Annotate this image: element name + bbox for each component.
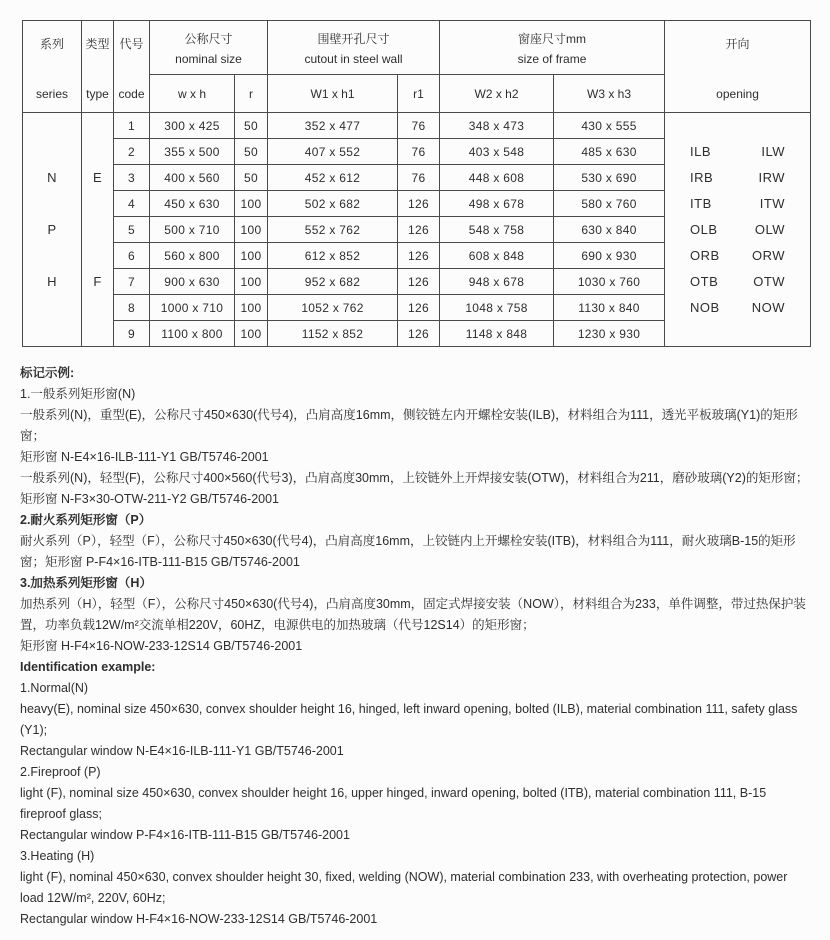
spec-table — [22, 20, 811, 347]
note-line-zh: 矩形窗 N-F3×30-OTW-211-Y2 GB/T5746-2001 — [20, 492, 280, 506]
cell-frame-w2h2: 498 x 678 — [440, 191, 554, 217]
type-label: F — [93, 273, 102, 289]
header-opening — [665, 21, 811, 113]
subheader-r: r — [235, 75, 268, 113]
note-line-zh: 2.耐火系列矩形窗（P） — [20, 513, 152, 527]
note-line-zh: 矩形窗 N-E4×16-ILB-111-Y1 GB/T5746-2001 — [20, 450, 269, 464]
cell-cutout-w1h1: 952 x 682 — [268, 269, 398, 295]
type-cell — [82, 113, 114, 347]
subheader-w2h2: W2 x h2 — [440, 75, 554, 113]
cell-nominal-r: 100 — [235, 191, 268, 217]
header-series-zh: 系列 — [39, 37, 64, 51]
cell-frame-w2h2: 348 x 473 — [440, 113, 554, 139]
opening-pair — [665, 217, 810, 243]
cell-frame-w2h2: 1148 x 848 — [440, 321, 554, 347]
note-line-en: 1.Normal(N) — [20, 681, 89, 695]
series-cell — [23, 113, 82, 347]
header-series — [23, 21, 82, 113]
opening-code: IRB — [690, 169, 714, 185]
opening-code: ITB — [690, 195, 712, 211]
cell-cutout-w1h1: 1152 x 852 — [268, 321, 398, 347]
header-code — [114, 21, 150, 113]
cell-nominal-wh: 400 x 560 — [150, 165, 235, 191]
header-type — [82, 21, 114, 113]
cell-code: 8 — [114, 295, 150, 321]
opening-pair — [665, 139, 810, 165]
cell-nominal-r: 50 — [235, 165, 268, 191]
cell-nominal-r: 100 — [235, 321, 268, 347]
opening-cell — [665, 113, 811, 347]
note-line-en: heavy(E), nominal size 450×630, convex shoulder height 16, hinged, left inward opening, bolted (ILB), material combination 111, safety glass (Y1); — [20, 702, 798, 737]
cell-cutout-r1: 126 — [398, 243, 440, 269]
cell-code: 2 — [114, 139, 150, 165]
cell-frame-w3h3: 530 x 690 — [554, 165, 665, 191]
cell-code: 7 — [114, 269, 150, 295]
cell-frame-w2h2: 948 x 678 — [440, 269, 554, 295]
cell-cutout-w1h1: 552 x 762 — [268, 217, 398, 243]
cell-frame-w2h2: 1048 x 758 — [440, 295, 554, 321]
cell-frame-w2h2: 548 x 758 — [440, 217, 554, 243]
notes-en-title: Identification example: — [20, 660, 156, 674]
note-line-en: light (F), nominal size 450×630, convex shoulder height 16, upper hinged, inward opening, bolted (ITB), material combination 111, B-15 fireproof glass; — [20, 786, 767, 821]
cell-frame-w2h2: 448 x 608 — [440, 165, 554, 191]
note-line-en: 2.Fireproof (P) — [20, 765, 101, 779]
note-line-zh: 3.加热系列矩形窗（H） — [20, 576, 152, 590]
cell-nominal-r: 100 — [235, 295, 268, 321]
subheader-w3h3: W3 x h3 — [554, 75, 665, 113]
header-cutout-en: cutout in steel wall — [304, 51, 403, 66]
cell-cutout-r1: 76 — [398, 113, 440, 139]
type-label: E — [93, 169, 102, 185]
header-cutout — [268, 21, 440, 75]
header-cutout-zh: 围壁开孔尺寸 — [317, 31, 390, 46]
header-nominal-zh: 公称尺寸 — [184, 31, 233, 46]
cell-nominal-r: 100 — [235, 243, 268, 269]
opening-code: OTW — [753, 273, 786, 289]
cell-nominal-wh: 560 x 800 — [150, 243, 235, 269]
header-code-en: code — [118, 87, 145, 101]
cell-code: 3 — [114, 165, 150, 191]
cell-cutout-w1h1: 502 x 682 — [268, 191, 398, 217]
opening-pair — [665, 269, 810, 295]
cell-nominal-wh: 300 x 425 — [150, 113, 235, 139]
opening-pair — [665, 191, 810, 217]
cell-frame-w3h3: 1030 x 760 — [554, 269, 665, 295]
cell-cutout-r1: 76 — [398, 139, 440, 165]
cell-cutout-w1h1: 1052 x 762 — [268, 295, 398, 321]
cell-nominal-r: 50 — [235, 113, 268, 139]
cell-cutout-w1h1: 352 x 477 — [268, 113, 398, 139]
notes-zh-title: 标记示例: — [20, 366, 75, 380]
cell-cutout-w1h1: 407 x 552 — [268, 139, 398, 165]
cell-nominal-wh: 500 x 710 — [150, 217, 235, 243]
cell-nominal-wh: 1000 x 710 — [150, 295, 235, 321]
opening-pair — [665, 243, 810, 269]
note-line-zh: 加热系列（H），轻型（F），公称尺寸450×630(代号4)，凸肩高度30mm，固定式焊接安装（NOW），材料组合为233，单件调整，带过热保护装置，功率负载12W/m²交流单相220V，60HZ，电源供电的加热玻璃（代号12S14）的矩形窗； — [20, 597, 806, 632]
cell-frame-w3h3: 630 x 840 — [554, 217, 665, 243]
cell-cutout-w1h1: 612 x 852 — [268, 243, 398, 269]
cell-cutout-r1: 126 — [398, 269, 440, 295]
cell-nominal-r: 100 — [235, 269, 268, 295]
opening-code: ORB — [690, 247, 720, 263]
cell-code: 5 — [114, 217, 150, 243]
cell-cutout-r1: 126 — [398, 217, 440, 243]
cell-nominal-wh: 450 x 630 — [150, 191, 235, 217]
header-series-en: series — [35, 87, 68, 101]
cell-cutout-w1h1: 452 x 612 — [268, 165, 398, 191]
note-line-zh: 矩形窗 H-F4×16-NOW-233-12S14 GB/T5746-2001 — [20, 639, 303, 653]
series-label: P — [47, 221, 57, 237]
cell-nominal-r: 100 — [235, 217, 268, 243]
subheader-r1: r1 — [398, 75, 440, 113]
series-label: N — [47, 169, 57, 185]
opening-code: NOW — [751, 299, 786, 315]
opening-code: ILB — [690, 143, 712, 159]
cell-frame-w3h3: 690 x 930 — [554, 243, 665, 269]
subheader-w1h1: W1 x h1 — [268, 75, 398, 113]
cell-cutout-r1: 126 — [398, 191, 440, 217]
cell-frame-w3h3: 430 x 555 — [554, 113, 665, 139]
opening-code: ORW — [751, 247, 786, 263]
header-frame-zh: 窗座尺寸mm — [518, 31, 587, 46]
opening-pair — [665, 165, 810, 191]
cell-frame-w3h3: 1230 x 930 — [554, 321, 665, 347]
cell-code: 1 — [114, 113, 150, 139]
series-label: H — [47, 273, 57, 289]
note-line-zh: 耐火系列（P），轻型（F），公称尺寸450×630(代号4)，凸肩高度16mm，上铰链内上开螺栓安装(ITB)，材料组合为111，耐火玻璃B-15的矩形窗；矩形窗 P-F4×16-ITB-111-B15 GB/T5746-2001 — [20, 534, 796, 569]
note-line-en: Rectangular window H-F4×16-NOW-233-12S14 GB/T5746-2001 — [20, 912, 378, 926]
note-line-en: Rectangular window N-E4×16-ILB-111-Y1 GB/T5746-2001 — [20, 744, 344, 758]
cell-nominal-wh: 355 x 500 — [150, 139, 235, 165]
header-opening-zh: 开向 — [725, 37, 750, 51]
cell-code: 6 — [114, 243, 150, 269]
header-frame-size — [440, 21, 665, 75]
opening-code: ITW — [759, 195, 786, 211]
cell-code: 4 — [114, 191, 150, 217]
notes-section — [20, 363, 814, 930]
cell-nominal-wh: 900 x 630 — [150, 269, 235, 295]
cell-frame-w3h3: 580 x 760 — [554, 191, 665, 217]
opening-code: OTB — [690, 273, 719, 289]
note-line-zh: 一般系列(N)，重型(E)，公称尺寸450×630(代号4)，凸肩高度16mm，侧铰链左内开螺栓安装(ILB)，材料组合为111，透光平板玻璃(Y1)的矩形窗； — [20, 408, 798, 443]
opening-code: OLW — [754, 221, 786, 237]
opening-code: OLB — [690, 221, 718, 237]
cell-cutout-r1: 126 — [398, 295, 440, 321]
note-line-zh: 一般系列(N)，轻型(F)，公称尺寸400×560(代号3)，凸肩高度30mm，上铰链外上开焊接安装(OTW)，材料组合为211，磨砂玻璃(Y2)的矩形窗； — [20, 471, 809, 485]
header-nominal-size — [150, 21, 268, 75]
subheader-wh: w x h — [150, 75, 235, 113]
note-line-en: 3.Heating (H) — [20, 849, 95, 863]
cell-nominal-wh: 1100 x 800 — [150, 321, 235, 347]
cell-cutout-r1: 76 — [398, 165, 440, 191]
header-opening-en: opening — [716, 87, 759, 101]
header-code-zh: 代号 — [119, 37, 144, 51]
cell-nominal-r: 50 — [235, 139, 268, 165]
header-frame-en: size of frame — [517, 51, 587, 66]
note-line-zh: 1.一般系列矩形窗(N) — [20, 387, 136, 401]
header-type-en: type — [86, 87, 109, 101]
opening-code: NOB — [690, 299, 720, 315]
note-line-en: light (F), nominal 450×630, convex shoulder height 30, fixed, welding (NOW), material combination 233, with overheating protection, power load 12W/m², 220V, 60Hz; — [20, 870, 788, 905]
cell-frame-w2h2: 403 x 548 — [440, 139, 554, 165]
cell-cutout-r1: 126 — [398, 321, 440, 347]
cell-frame-w2h2: 608 x 848 — [440, 243, 554, 269]
header-nominal-en: nominal size — [175, 51, 242, 66]
header-type-zh: 类型 — [85, 37, 110, 51]
note-line-en: Rectangular window P-F4×16-ITB-111-B15 GB/T5746-2001 — [20, 828, 350, 842]
cell-frame-w3h3: 1130 x 840 — [554, 295, 665, 321]
cell-frame-w3h3: 485 x 630 — [554, 139, 665, 165]
opening-code: ILW — [761, 143, 786, 159]
opening-code: IRW — [758, 169, 786, 185]
table-row — [23, 113, 811, 139]
opening-pair — [665, 295, 810, 321]
cell-code: 9 — [114, 321, 150, 347]
